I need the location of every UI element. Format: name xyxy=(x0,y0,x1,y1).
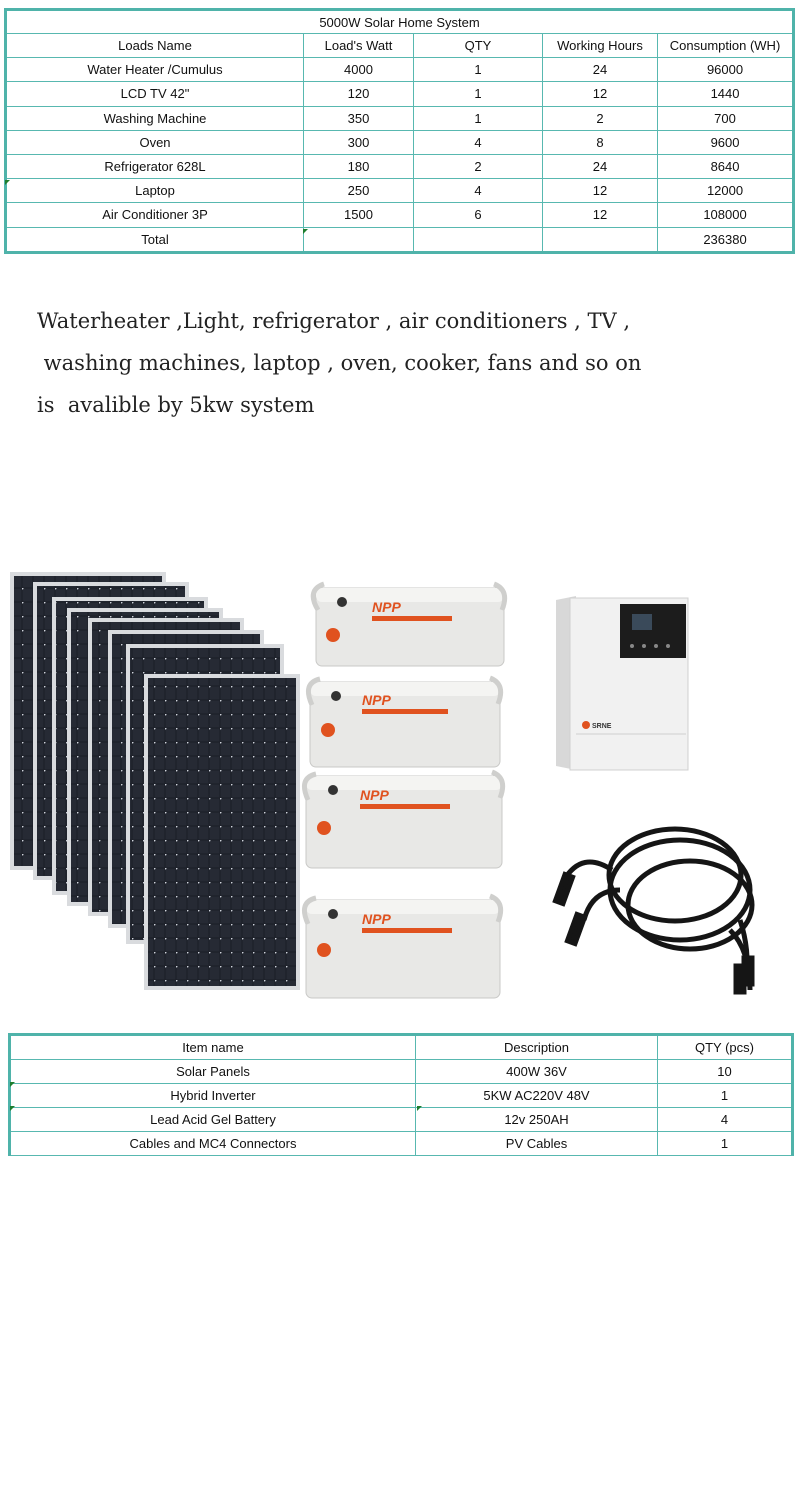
qty-cell: 6 xyxy=(414,203,543,227)
item-qty-cell: 1 xyxy=(658,1084,793,1108)
watt-cell: 1500 xyxy=(304,203,414,227)
hybrid-inverter xyxy=(556,596,688,770)
pv-cables xyxy=(555,829,752,992)
solar-panel xyxy=(144,674,300,990)
item-name-cell: Hybrid Inverter xyxy=(10,1084,416,1108)
table-row xyxy=(6,130,794,154)
watt-cell: 300 xyxy=(304,130,414,154)
consumption-cell: 9600 xyxy=(658,130,794,154)
hours-cell: 8 xyxy=(543,130,658,154)
load-name-cell: Air Conditioner 3P xyxy=(6,203,304,227)
load-name-cell: Water Heater /Cumulus xyxy=(6,58,304,82)
empty-cell xyxy=(304,227,414,252)
consumption-cell: 700 xyxy=(658,106,794,130)
load-name-cell: LCD TV 42" xyxy=(6,82,304,106)
description-line: Waterheater ,Light, refrigerator , air conditioners , TV , xyxy=(37,309,631,333)
battery xyxy=(308,678,500,767)
item-name-cell: Solar Panels xyxy=(10,1060,416,1084)
table-row xyxy=(6,154,794,178)
watt-cell: 120 xyxy=(304,82,414,106)
item-qty-cell: 1 xyxy=(658,1132,793,1156)
qty-cell: 4 xyxy=(414,130,543,154)
table-row xyxy=(10,1084,793,1108)
inverter-brand-label: SRNE xyxy=(592,723,612,730)
battery-brand-label: NPP xyxy=(362,692,391,708)
product-photo xyxy=(0,560,800,1000)
load-name-cell: Laptop xyxy=(6,179,304,203)
table-title-row xyxy=(6,10,794,34)
table-row xyxy=(6,106,794,130)
table-header-row xyxy=(6,34,794,58)
consumption-cell: 8640 xyxy=(658,154,794,178)
empty-cell xyxy=(543,227,658,252)
hours-cell: 12 xyxy=(543,203,658,227)
hours-cell: 2 xyxy=(543,106,658,130)
item-name-cell: Cables and MC4 Connectors xyxy=(10,1132,416,1156)
table-title: 5000W Solar Home System xyxy=(6,10,794,34)
cell-comment-marker xyxy=(417,1106,422,1111)
load-name-cell: Refrigerator 628L xyxy=(6,154,304,178)
hours-cell: 12 xyxy=(543,179,658,203)
qty-cell: 1 xyxy=(414,82,543,106)
column-header: Load's Watt xyxy=(304,34,414,58)
watt-cell: 4000 xyxy=(304,58,414,82)
column-header: QTY xyxy=(414,34,543,58)
solar-panel-stack xyxy=(10,572,300,990)
battery-brand-label: NPP xyxy=(362,911,391,927)
cell-comment-marker xyxy=(10,1082,15,1087)
hours-cell: 24 xyxy=(543,154,658,178)
consumption-cell: 108000 xyxy=(658,203,794,227)
item-description-cell: 400W 36V xyxy=(416,1060,658,1084)
description-line: washing machines, laptop , oven, cooker, fans and so on xyxy=(37,351,642,375)
hours-cell: 12 xyxy=(543,82,658,106)
load-name-cell: Washing Machine xyxy=(6,106,304,130)
column-header: Working Hours xyxy=(543,34,658,58)
battery-brand-label: NPP xyxy=(360,787,389,803)
consumption-cell: 96000 xyxy=(658,58,794,82)
qty-cell: 2 xyxy=(414,154,543,178)
qty-cell: 4 xyxy=(414,179,543,203)
table-row xyxy=(6,179,794,203)
item-description-cell: 12v 250AH xyxy=(416,1108,658,1132)
battery xyxy=(304,896,500,998)
cell-comment-marker xyxy=(303,229,308,234)
total-value: 236380 xyxy=(658,227,794,252)
battery-brand-label: NPP xyxy=(372,599,401,615)
table-row xyxy=(10,1108,793,1132)
hours-cell: 24 xyxy=(543,58,658,82)
qty-cell: 1 xyxy=(414,58,543,82)
item-description-cell: 5KW AC220V 48V xyxy=(416,1084,658,1108)
item-qty-cell: 10 xyxy=(658,1060,793,1084)
column-header: Consumption (WH) xyxy=(658,34,794,58)
column-header: Description xyxy=(416,1035,658,1060)
item-name-cell: Lead Acid Gel Battery xyxy=(10,1108,416,1132)
column-header: Item name xyxy=(10,1035,416,1060)
table-header-row xyxy=(10,1035,793,1060)
table-row xyxy=(6,58,794,82)
system-description xyxy=(37,300,777,426)
watt-cell: 350 xyxy=(304,106,414,130)
table-row xyxy=(10,1132,793,1156)
items-table xyxy=(8,1033,794,1156)
table-row xyxy=(6,203,794,227)
load-table xyxy=(4,8,795,254)
table-row xyxy=(10,1060,793,1084)
table-row xyxy=(6,82,794,106)
total-label: Total xyxy=(6,227,304,252)
item-description-cell: PV Cables xyxy=(416,1132,658,1156)
watt-cell: 180 xyxy=(304,154,414,178)
qty-cell: 1 xyxy=(414,106,543,130)
item-qty-cell: 4 xyxy=(658,1108,793,1132)
cell-comment-marker xyxy=(5,180,10,185)
consumption-cell: 1440 xyxy=(658,82,794,106)
battery xyxy=(313,584,504,666)
column-header: Loads Name xyxy=(6,34,304,58)
table-total-row xyxy=(6,227,794,252)
consumption-cell: 12000 xyxy=(658,179,794,203)
empty-cell xyxy=(414,227,543,252)
cell-comment-marker xyxy=(10,1106,15,1111)
description-line: is avalible by 5kw system xyxy=(37,393,315,417)
battery-stack xyxy=(304,584,504,998)
load-name-cell: Oven xyxy=(6,130,304,154)
watt-cell: 250 xyxy=(304,179,414,203)
battery xyxy=(304,772,502,868)
column-header: QTY (pcs) xyxy=(658,1035,793,1060)
